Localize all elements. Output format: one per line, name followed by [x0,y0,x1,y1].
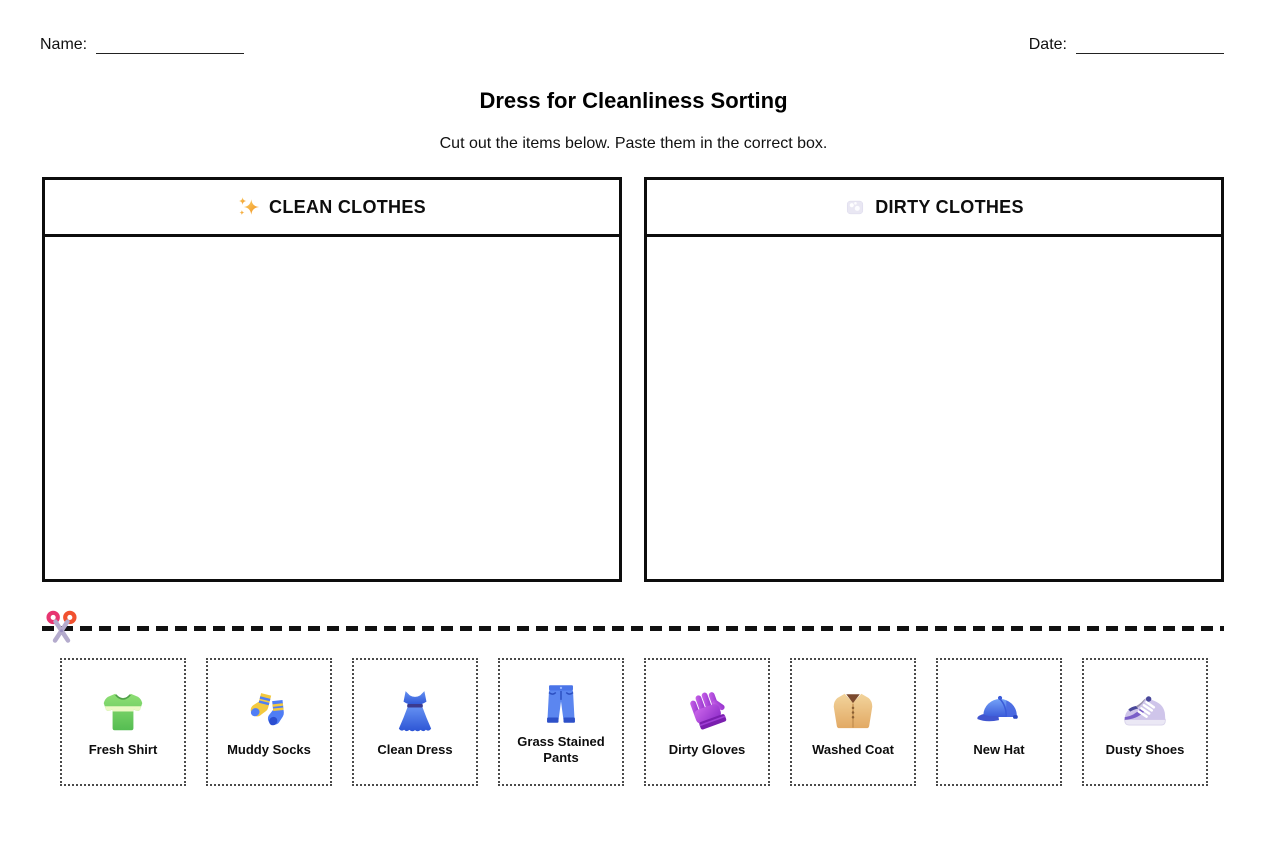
item-label: Fresh Shirt [88,741,158,757]
item-label: Dusty Shoes [1105,741,1185,757]
sorting-boxes-row [42,177,1224,582]
dirty-clothes-header [647,180,1221,237]
cut-out-items-row [60,658,1208,786]
cut-out-card[interactable] [644,658,770,786]
item-label: Dirty Gloves [668,741,746,757]
name-label: Name: [40,36,88,54]
tshirt-icon [98,687,148,737]
cap-icon [974,687,1024,737]
item-label: New Hat [973,741,1025,757]
cut-out-card[interactable] [498,658,624,786]
date-blank-line[interactable] [1076,36,1224,54]
cut-out-card[interactable] [790,658,916,786]
dashed-cut-line [42,626,1224,631]
jeans-icon [536,679,586,729]
item-label: Muddy Socks [227,741,311,757]
socks-icon [244,687,294,737]
cut-out-card[interactable] [206,658,332,786]
soap-icon [844,196,866,218]
item-label: Washed Coat [812,741,894,757]
instructions-text: Cut out the items below. Paste them in the correct box. [439,135,828,153]
clean-clothes-drop-area[interactable] [45,237,619,579]
cut-out-card[interactable] [60,658,186,786]
name-blank-line[interactable] [96,36,244,54]
coat-icon [828,687,878,737]
page-title: Dress for Cleanliness Sorting [479,88,788,114]
item-label: Grass Stained Pants [517,733,605,765]
name-date-row [0,0,1267,54]
name-field [40,36,244,54]
date-label: Date: [1028,36,1067,54]
gloves-icon [682,687,732,737]
date-field [1029,36,1224,54]
cut-out-card[interactable] [352,658,478,786]
dress-icon [390,687,440,737]
dirty-clothes-drop-area[interactable] [647,237,1221,579]
clean-clothes-label: CLEAN CLOTHES [269,196,426,217]
clean-clothes-box [42,177,622,582]
item-label: Clean Dress [377,741,453,757]
cut-line [42,626,1224,631]
clean-clothes-header [45,180,619,237]
sneaker-icon [1120,687,1170,737]
cut-out-card[interactable] [936,658,1062,786]
cut-out-card[interactable] [1082,658,1208,786]
scissors-icon [43,610,80,647]
dirty-clothes-box [644,177,1224,582]
dirty-clothes-label: DIRTY CLOTHES [875,196,1024,217]
sparkles-icon [238,196,260,218]
